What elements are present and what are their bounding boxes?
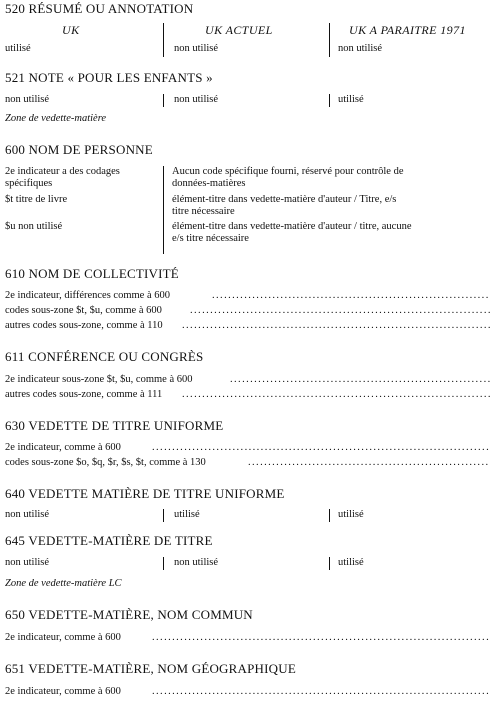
section-610-heading: 610 NOM DE COLLECTIVITÉ	[5, 266, 179, 281]
section-651-heading: 651 VEDETTE-MATIÈRE, NOM GÉOGRAPHIQUE	[5, 661, 296, 676]
uk-actuel-value: utilisé	[174, 509, 200, 520]
indicator-right-line: titre nécessaire	[172, 206, 235, 217]
uk-value: non utilisé	[5, 557, 50, 568]
column-divider	[163, 23, 164, 57]
section-521-heading: 521 NOTE « POUR LES ENFANTS »	[5, 70, 213, 85]
column-divider	[163, 509, 164, 522]
section-611-heading: 611 CONFÉRENCE OU CONGRÈS	[5, 349, 204, 364]
dotted-line-text: codes sous-zone $t, $u, comme à 600	[5, 305, 162, 316]
dot-leader	[152, 632, 490, 644]
indicator-left-line: spécifiques	[5, 178, 53, 189]
dot-leader	[248, 457, 490, 469]
column-divider	[329, 557, 330, 570]
dotted-line-text: autres codes sous-zone, comme à 110	[5, 320, 163, 331]
indicator-right-line: élément-titre dans vedette-matière d'auteur / titre, aucune	[172, 221, 412, 232]
dotted-line-text: 2e indicateur, comme à 600	[5, 686, 121, 697]
section-630-heading: 630 VEDETTE DE TITRE UNIFORME	[5, 418, 224, 433]
column-divider	[329, 509, 330, 522]
dot-leader	[182, 320, 490, 332]
dotted-line-text: autres codes sous-zone, comme à 111	[5, 389, 163, 400]
dot-leader	[152, 686, 490, 698]
column-header-uk-actuel: UK ACTUEL	[205, 23, 273, 37]
column-divider	[163, 94, 164, 107]
subfield-u-line: $u non utilisé	[5, 221, 63, 232]
subfield-t-line: $t titre de livre	[5, 194, 68, 205]
dot-leader	[182, 389, 490, 401]
column-divider	[329, 94, 330, 107]
dot-leader	[152, 442, 490, 454]
indicator-right-line: élément-titre dans vedette-matière d'auteur / Titre, e/s	[172, 194, 397, 205]
zone-note: Zone de vedette-matière LC	[5, 578, 122, 589]
column-header-uk-a-paraitre: UK A PARAITRE 1971	[349, 23, 466, 37]
dot-leader	[212, 290, 490, 302]
uk-value: utilisé	[5, 43, 31, 54]
column-divider	[163, 166, 164, 254]
uk-a-paraitre-value: utilisé	[338, 94, 364, 105]
section-640-heading: 640 VEDETTE MATIÈRE DE TITRE UNIFORME	[5, 486, 285, 501]
uk-a-paraitre-value: non utilisé	[338, 43, 383, 54]
indicator-left-line: 2e indicateur a des codages	[5, 166, 120, 177]
uk-value: non utilisé	[5, 94, 50, 105]
uk-actuel-value: non utilisé	[174, 94, 219, 105]
indicator-right-line: données-matières	[172, 178, 246, 189]
uk-a-paraitre-value: utilisé	[338, 557, 364, 568]
dotted-line-text: codes sous-zone $o, $q, $r, $s, $t, comme à 130	[5, 457, 206, 468]
uk-value: non utilisé	[5, 509, 50, 520]
zone-note: Zone de vedette-matière	[5, 113, 107, 124]
section-645-heading: 645 VEDETTE-MATIÈRE DE TITRE	[5, 533, 213, 548]
column-divider	[163, 557, 164, 570]
dot-leader	[230, 374, 490, 386]
uk-a-paraitre-value: utilisé	[338, 509, 364, 520]
section-520-heading: 520 RÉSUMÉ OU ANNOTATION	[5, 1, 194, 16]
dotted-line-text: 2e indicateur, comme à 600	[5, 632, 121, 643]
dotted-line-text: 2e indicateur, comme à 600	[5, 442, 121, 453]
dot-leader	[190, 305, 490, 317]
section-600-heading: 600 NOM DE PERSONNE	[5, 142, 153, 157]
indicator-right-line: Aucun code spécifique fourni, réservé pour contrôle de	[172, 166, 404, 177]
indicator-right-line: e/s titre nécessaire	[172, 233, 249, 244]
column-header-uk: UK	[62, 23, 80, 37]
uk-actuel-value: non utilisé	[174, 43, 219, 54]
column-divider	[329, 23, 330, 57]
uk-actuel-value: non utilisé	[174, 557, 219, 568]
section-650-heading: 650 VEDETTE-MATIÈRE, NOM COMMUN	[5, 607, 253, 622]
dotted-line-text: 2e indicateur, différences comme à 600	[5, 290, 170, 301]
dotted-line-text: 2e indicateur sous-zone $t, $u, comme à 600	[5, 374, 193, 385]
